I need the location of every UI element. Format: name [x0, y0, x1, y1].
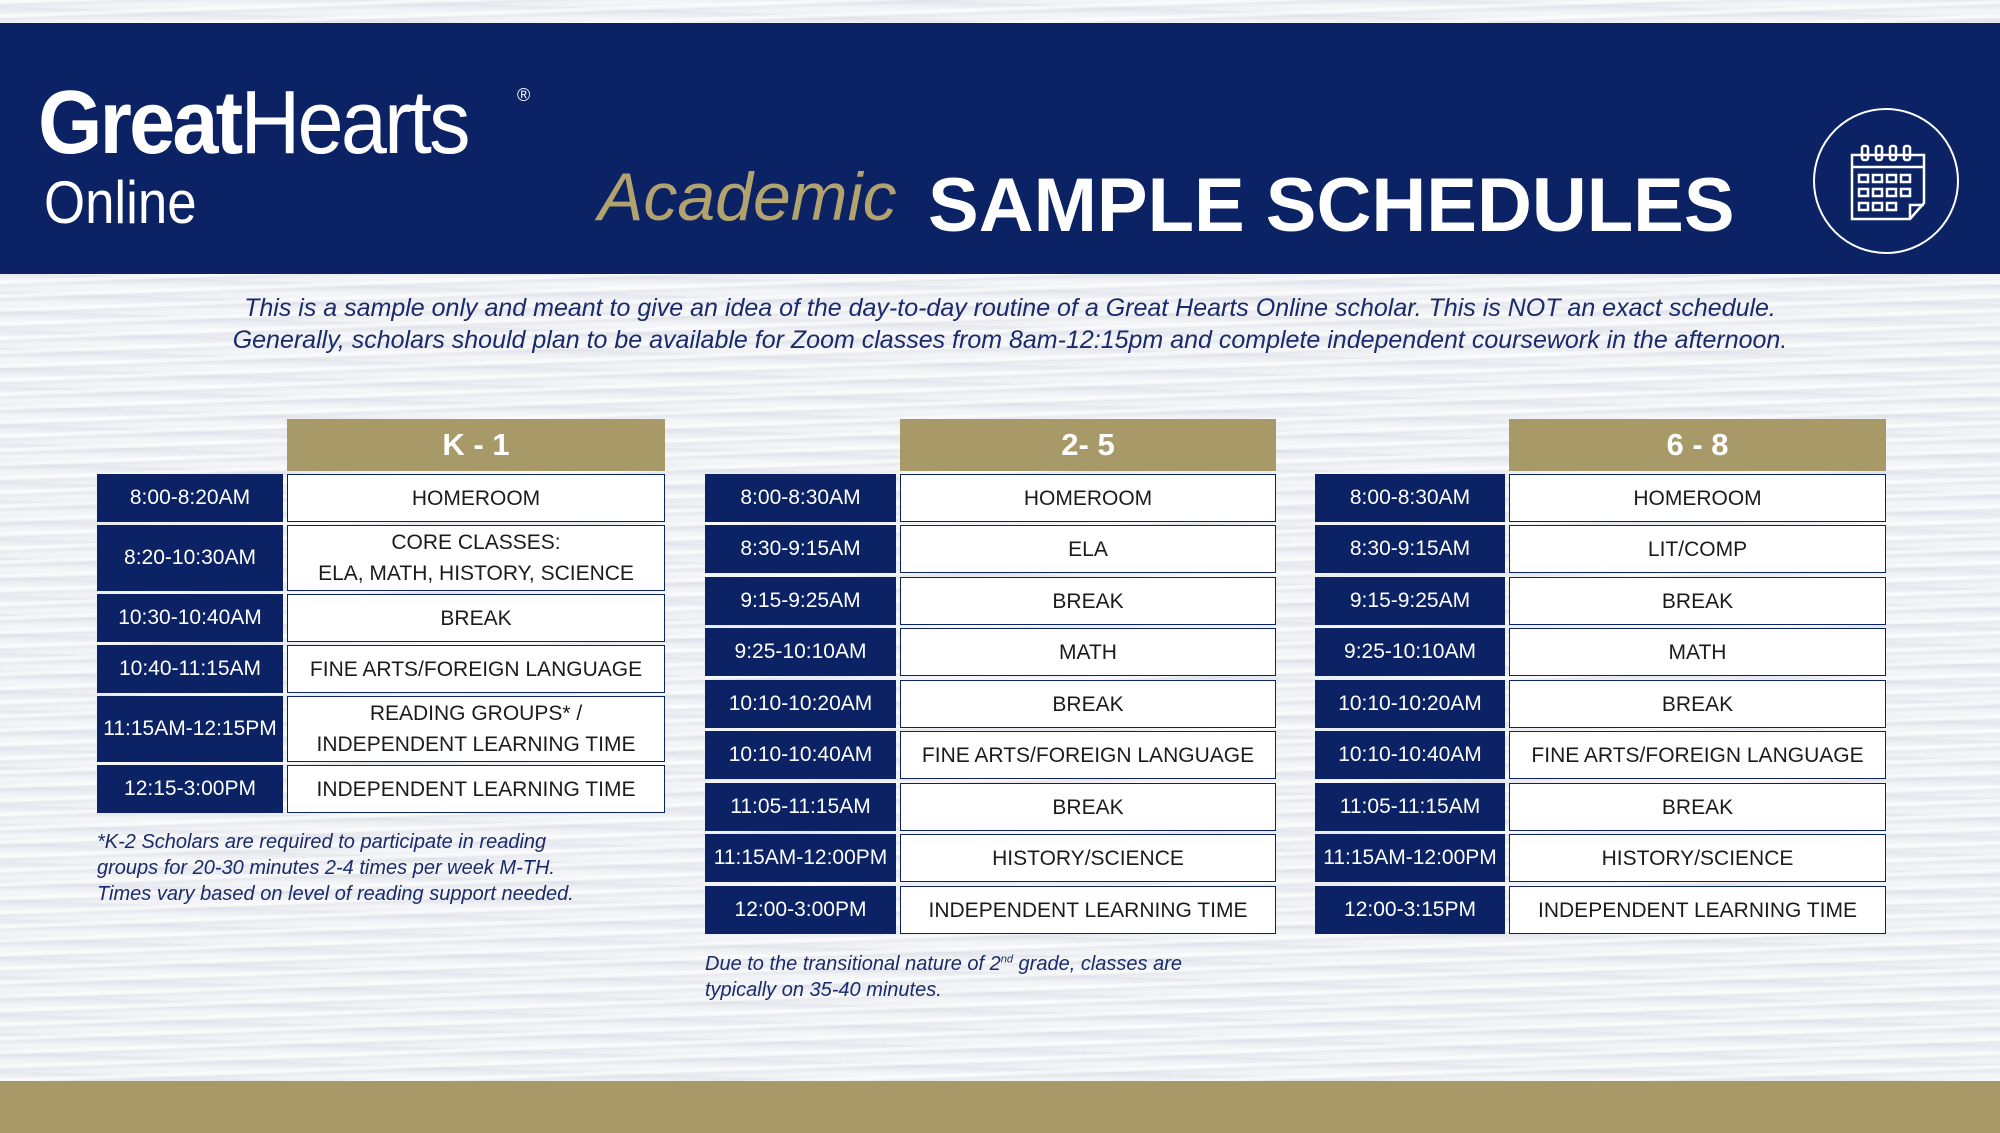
time-cell: 8:30-9:15AM — [1315, 525, 1505, 573]
time-cell: 8:00-8:20AM — [97, 474, 283, 522]
time-cell: 11:05-11:15AM — [1315, 783, 1505, 831]
logo-wordmark — [38, 73, 468, 173]
table-row — [1315, 577, 1886, 625]
intro-line-1: This is a sample only and meant to give an idea of the day-to-day routine of a Great Hearts Online scholar. This is NOT an exact schedule. — [244, 294, 1776, 322]
activity-cell: INDEPENDENT LEARNING TIME — [287, 765, 665, 813]
activity-cell: BREAK — [900, 680, 1276, 728]
time-cell: 10:10-10:20AM — [705, 680, 896, 728]
activity-cell: FINE ARTS/FOREIGN LANGUAGE — [1509, 731, 1886, 779]
footnote-text: Due to the transitional nature of 2 — [705, 953, 1001, 975]
activity-cell: MATH — [1509, 628, 1886, 676]
table-row — [705, 731, 1276, 779]
table-row — [97, 594, 665, 642]
activity-cell: HOMEROOM — [287, 474, 665, 522]
time-cell: 11:15AM-12:00PM — [1315, 834, 1505, 882]
time-cell: 11:15AM-12:15PM — [97, 696, 283, 762]
time-cell: 10:40-11:15AM — [97, 645, 283, 693]
activity-cell: ELA — [900, 525, 1276, 573]
logo-hearts: Hearts — [240, 73, 468, 173]
time-cell: 9:25-10:10AM — [705, 628, 896, 676]
grade-header-2-5: 2- 5 — [900, 419, 1276, 471]
table-row — [97, 696, 665, 762]
activity-cell: HISTORY/SCIENCE — [1509, 834, 1886, 882]
time-cell: 11:05-11:15AM — [705, 783, 896, 831]
activity-cell: INDEPENDENT LEARNING TIME — [1509, 886, 1886, 934]
activity-cell: HISTORY/SCIENCE — [900, 834, 1276, 882]
time-cell: 10:30-10:40AM — [97, 594, 283, 642]
footnote-superscript: nd — [1000, 953, 1013, 966]
time-cell: 12:00-3:15PM — [1315, 886, 1505, 934]
activity-cell: LIT/COMP — [1509, 525, 1886, 573]
time-cell: 10:10-10:40AM — [705, 731, 896, 779]
calendar-icon — [1846, 141, 1930, 225]
table-row — [1315, 834, 1886, 882]
table-row — [705, 680, 1276, 728]
footnote-text: grade, classes are — [1013, 953, 1182, 975]
activity-cell: FINE ARTS/FOREIGN LANGUAGE — [900, 731, 1276, 779]
header-banner — [0, 23, 2000, 274]
activity-line-1: READING GROUPS* / — [369, 702, 583, 725]
calendar-badge — [1813, 108, 1959, 254]
activity-line-2: INDEPENDENT LEARNING TIME — [316, 733, 636, 756]
activity-cell: HOMEROOM — [900, 474, 1276, 522]
table-row — [705, 577, 1276, 625]
table-row — [97, 474, 665, 522]
table-row — [705, 783, 1276, 831]
table-row — [1315, 731, 1886, 779]
footer-band — [0, 1081, 2000, 1133]
table-row — [705, 834, 1276, 882]
time-cell: 10:10-10:40AM — [1315, 731, 1505, 779]
k2-footnote — [97, 829, 657, 907]
grade-header-k1: K - 1 — [287, 419, 665, 471]
table-row — [97, 645, 665, 693]
table-row — [1315, 783, 1886, 831]
table-row — [97, 765, 665, 813]
footnote-line — [705, 951, 1285, 977]
page-title: SAMPLE SCHEDULES — [928, 163, 1735, 248]
logo-great: Great — [38, 73, 241, 173]
activity-cell: BREAK — [1509, 783, 1886, 831]
logo-registered-mark: ® — [517, 85, 531, 105]
time-cell: 12:00-3:00PM — [705, 886, 896, 934]
grade-header-6-8: 6 - 8 — [1509, 419, 1886, 471]
table-row — [1315, 525, 1886, 573]
activity-line-1: CORE CLASSES: — [391, 531, 561, 554]
title-accent: Academic — [598, 159, 897, 235]
intro-text — [140, 292, 1880, 356]
table-row — [97, 525, 665, 591]
footnote-line: *K-2 Scholars are required to participate in reading — [97, 831, 547, 853]
activity-cell: BREAK — [1509, 577, 1886, 625]
footnote-line: groups for 20-30 minutes 2-4 times per week M-TH. — [97, 857, 555, 879]
activity-cell: BREAK — [900, 783, 1276, 831]
activity-line-2: ELA, MATH, HISTORY, SCIENCE — [318, 562, 634, 585]
activity-cell: HOMEROOM — [1509, 474, 1886, 522]
activity-cell: MATH — [900, 628, 1276, 676]
intro-line-2: Generally, scholars should plan to be available for Zoom classes from 8am-12:15pm and complete independent coursework in the afternoon. — [232, 326, 1788, 354]
table-row — [1315, 628, 1886, 676]
activity-cell: BREAK — [287, 594, 665, 642]
activity-cell: BREAK — [900, 577, 1276, 625]
time-cell: 11:15AM-12:00PM — [705, 834, 896, 882]
footnote-line: Times vary based on level of reading support needed. — [97, 883, 574, 905]
activity-cell: INDEPENDENT LEARNING TIME — [900, 886, 1276, 934]
footnote-line: typically on 35-40 minutes. — [705, 979, 942, 1001]
time-cell: 8:00-8:30AM — [705, 474, 896, 522]
grade2-footnote — [705, 951, 1285, 1003]
table-row — [705, 525, 1276, 573]
activity-cell: FINE ARTS/FOREIGN LANGUAGE — [287, 645, 665, 693]
time-cell: 9:15-9:25AM — [705, 577, 896, 625]
activity-cell — [287, 696, 665, 762]
time-cell: 10:10-10:20AM — [1315, 680, 1505, 728]
time-cell: 9:15-9:25AM — [1315, 577, 1505, 625]
table-row — [705, 886, 1276, 934]
table-row — [705, 628, 1276, 676]
logo-online: Online — [44, 169, 197, 236]
table-row — [1315, 680, 1886, 728]
time-cell: 9:25-10:10AM — [1315, 628, 1505, 676]
table-row — [705, 474, 1276, 522]
time-cell: 8:20-10:30AM — [97, 525, 283, 591]
activity-cell: BREAK — [1509, 680, 1886, 728]
time-cell: 8:00-8:30AM — [1315, 474, 1505, 522]
time-cell: 8:30-9:15AM — [705, 525, 896, 573]
table-row — [1315, 474, 1886, 522]
activity-cell — [287, 525, 665, 591]
time-cell: 12:15-3:00PM — [97, 765, 283, 813]
table-row — [1315, 886, 1886, 934]
